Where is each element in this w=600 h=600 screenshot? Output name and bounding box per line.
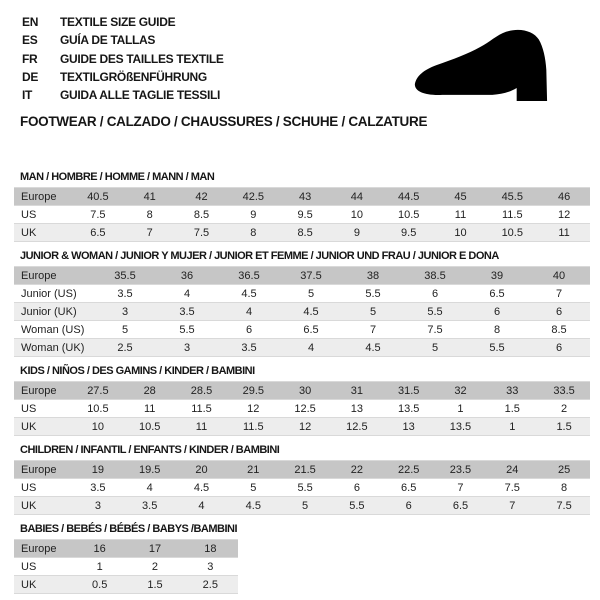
size-cell: 21 xyxy=(247,463,260,476)
table-babies xyxy=(14,539,238,594)
table-row-europe xyxy=(14,461,590,479)
size-cell: 40.5 xyxy=(87,190,109,203)
size-cell: 10 xyxy=(91,420,105,433)
size-cell: 5.5 xyxy=(489,341,505,354)
table-row-us xyxy=(14,479,590,497)
size-cell: 6.5 xyxy=(90,226,106,239)
size-cell: 8 xyxy=(493,323,501,336)
size-cell: 13.5 xyxy=(397,402,420,415)
size-cell: 24 xyxy=(506,463,519,476)
size-cell: 5.5 xyxy=(349,499,365,512)
size-cell: 7 xyxy=(457,481,464,494)
size-cell: 3 xyxy=(207,560,214,573)
size-cell: 1 xyxy=(509,420,516,433)
size-cell: 6 xyxy=(405,499,412,512)
size-cell: 36 xyxy=(180,269,194,282)
size-cell: 8 xyxy=(561,481,568,494)
language-code: FR xyxy=(22,51,38,66)
size-cell: 5 xyxy=(307,287,315,300)
size-cell: 10.5 xyxy=(501,226,523,239)
size-cell: 9.5 xyxy=(401,226,417,239)
size-cell: 3 xyxy=(94,499,101,512)
size-cell: 6.5 xyxy=(401,481,417,494)
size-cell: 0.5 xyxy=(92,578,108,591)
size-cell: 4.5 xyxy=(365,341,381,354)
size-cell: 28.5 xyxy=(190,384,213,397)
section-title-kids: KIDS / NIÑOS / DES GAMINS / KINDER / BAMBINI xyxy=(20,365,255,378)
size-cell: 12 xyxy=(247,402,260,415)
size-cell: 10.5 xyxy=(397,208,420,221)
size-cell: 11.5 xyxy=(242,420,264,433)
size-cell: 31.5 xyxy=(397,384,420,397)
section-title-man: MAN / HOMBRE / HOMME / MANN / MAN xyxy=(20,171,215,184)
size-cell: 6.5 xyxy=(303,323,319,336)
size-cell: 4.5 xyxy=(241,287,257,300)
size-cell: 2 xyxy=(151,560,159,573)
size-cell: 29.5 xyxy=(242,384,264,397)
size-cell: 10.5 xyxy=(87,402,109,415)
dress-shoe-icon xyxy=(393,28,575,104)
table-row-us xyxy=(14,558,238,576)
table-row-uk xyxy=(14,418,590,436)
row-label: UK xyxy=(21,499,37,512)
language-label: GUÍA DE TALLAS xyxy=(60,33,156,48)
row-label: US xyxy=(21,560,37,573)
size-cell: 5 xyxy=(369,305,377,318)
size-cell: 22 xyxy=(350,463,363,476)
language-label: TEXTILGRÖßENFÜHRUNG xyxy=(60,69,207,84)
size-cell: 5.5 xyxy=(427,305,443,318)
size-cell: 10 xyxy=(454,226,467,239)
size-cell: 7 xyxy=(555,287,563,300)
table-row-junior-uk xyxy=(14,303,590,321)
table-row-europe xyxy=(14,267,590,285)
size-cell: 5 xyxy=(250,481,257,494)
size-cell: 23.5 xyxy=(449,463,472,476)
size-cell: 6 xyxy=(555,305,563,318)
table-row-europe xyxy=(14,382,590,400)
size-cell: 13 xyxy=(350,402,363,415)
size-cell: 45.5 xyxy=(501,190,523,203)
size-cell: 8 xyxy=(146,208,153,221)
table-row-us xyxy=(14,400,590,418)
size-cell: 6 xyxy=(431,287,439,300)
language-label: GUIDE DES TAILLES TEXTILE xyxy=(60,51,224,66)
table-row-woman-uk xyxy=(14,339,590,357)
size-cell: 38.5 xyxy=(424,269,446,282)
size-cell: 19 xyxy=(91,463,105,476)
size-cell: 30 xyxy=(298,384,312,397)
size-cell: 7.5 xyxy=(556,499,572,512)
size-cell: 3 xyxy=(121,305,129,318)
section-kids xyxy=(14,365,590,436)
size-cell: 44 xyxy=(350,190,363,203)
size-cell: 33.5 xyxy=(553,384,575,397)
size-cell: 20 xyxy=(195,463,208,476)
size-cell: 8 xyxy=(250,226,257,239)
table-row-junior-us xyxy=(14,285,590,303)
size-cell: 42.5 xyxy=(242,190,264,203)
size-cell: 27.5 xyxy=(87,384,109,397)
language-code: ES xyxy=(22,33,38,48)
table-row-europe xyxy=(14,540,238,558)
size-cell: 42 xyxy=(195,190,208,203)
size-cell: 2.5 xyxy=(117,341,133,354)
size-cell: 4 xyxy=(198,499,205,512)
size-cell: 11 xyxy=(558,226,570,239)
table-junior-woman xyxy=(14,266,590,357)
size-cell: 16 xyxy=(93,542,106,555)
size-cell: 13.5 xyxy=(449,420,472,433)
size-cell: 21.5 xyxy=(294,463,316,476)
size-cell: 11.5 xyxy=(191,402,212,415)
size-cell: 5.5 xyxy=(297,481,313,494)
size-cell: 19.5 xyxy=(138,463,161,476)
row-label: Junior (US) xyxy=(21,287,77,300)
section-title-junior-woman: JUNIOR & WOMAN / JUNIOR Y MUJER / JUNIOR ET FEMME / JUNIOR UND FRAU / JUNIOR E DONA xyxy=(20,250,499,263)
table-row-uk xyxy=(14,497,590,515)
table-row-uk xyxy=(14,576,238,594)
size-cell: 1.5 xyxy=(556,420,572,433)
size-cell: 11 xyxy=(143,402,156,415)
size-cell: 1.5 xyxy=(504,402,520,415)
row-label: Europe xyxy=(21,269,57,282)
size-cell: 4.5 xyxy=(245,499,261,512)
size-cell: 11 xyxy=(454,208,467,221)
row-label: Europe xyxy=(21,463,57,476)
size-cell: 11.5 xyxy=(501,208,523,221)
row-label: Europe xyxy=(21,542,57,555)
size-cell: 3.5 xyxy=(179,305,195,318)
size-cell: 12.5 xyxy=(346,420,368,433)
size-cell: 45 xyxy=(454,190,467,203)
size-cell: 32 xyxy=(454,384,467,397)
size-cell: 33 xyxy=(506,384,519,397)
language-label: TEXTILE SIZE GUIDE xyxy=(60,15,176,29)
size-cell: 7 xyxy=(509,499,516,512)
size-cell: 44.5 xyxy=(397,190,420,203)
section-title-children: CHILDREN / INFANTIL / ENFANTS / KINDER / BAMBINI xyxy=(20,444,280,457)
size-cell: 22.5 xyxy=(397,463,420,476)
size-cell: 1.5 xyxy=(147,578,163,591)
table-row-us xyxy=(14,206,590,224)
size-cell: 4 xyxy=(146,481,153,494)
section-babies xyxy=(14,523,590,594)
language-label: GUIDA ALLE TAGLIE TESSILI xyxy=(60,88,221,103)
size-cell: 28 xyxy=(143,384,156,397)
size-cell: 9 xyxy=(250,208,257,221)
language-code: DE xyxy=(22,69,39,84)
size-cell: 2.5 xyxy=(202,578,218,591)
size-cell: 3.5 xyxy=(142,499,158,512)
size-cell: 38 xyxy=(366,269,380,282)
size-cell: 8.5 xyxy=(297,226,313,239)
size-cell: 1 xyxy=(457,402,464,415)
section-junior-woman xyxy=(14,250,590,357)
size-cell: 6 xyxy=(353,481,360,494)
row-label: Europe xyxy=(21,190,57,203)
size-cell: 43 xyxy=(298,190,312,203)
section-children xyxy=(14,444,590,515)
size-cell: 7.5 xyxy=(427,323,443,336)
size-cell: 10.5 xyxy=(138,420,161,433)
size-cell: 5 xyxy=(121,323,129,336)
row-label: Woman (US) xyxy=(21,323,85,336)
size-cell: 36.5 xyxy=(238,269,260,282)
section-title-babies: BABIES / BEBÉS / BÉBÉS / BABYS /BAMBINI xyxy=(20,523,238,536)
table-row-uk xyxy=(14,224,590,242)
row-label: UK xyxy=(21,578,37,591)
size-cell: 13 xyxy=(402,420,415,433)
size-cell: 6.5 xyxy=(489,287,505,300)
size-cell: 5 xyxy=(431,341,439,354)
language-code: IT xyxy=(22,88,33,103)
section-man xyxy=(14,171,590,242)
size-cell: 7 xyxy=(369,323,377,336)
row-label: Junior (UK) xyxy=(21,305,77,318)
size-cell: 7 xyxy=(146,226,153,239)
size-cell: 1 xyxy=(96,560,103,573)
size-tables xyxy=(14,171,590,594)
row-label: Europe xyxy=(21,384,57,397)
size-cell: 2 xyxy=(561,402,568,415)
size-cell: 4.5 xyxy=(193,481,210,494)
row-label: US xyxy=(21,481,37,494)
table-row-europe xyxy=(14,188,590,206)
size-cell: 3 xyxy=(183,341,191,354)
size-cell: 7.5 xyxy=(193,226,210,239)
size-cell: 5.5 xyxy=(365,287,381,300)
size-cell: 6 xyxy=(245,323,253,336)
row-label: US xyxy=(21,402,37,415)
size-cell: 8.5 xyxy=(193,208,210,221)
size-cell: 37.5 xyxy=(300,269,322,282)
size-cell: 3.5 xyxy=(241,341,257,354)
size-cell: 5 xyxy=(302,499,309,512)
size-cell: 4.5 xyxy=(303,305,319,318)
category-title: FOOTWEAR / CALZADO / CHAUSSURES / SCHUHE / CALZATURE xyxy=(20,114,428,130)
size-cell: 6 xyxy=(493,305,501,318)
size-cell: 5.5 xyxy=(179,323,195,336)
row-label: Woman (UK) xyxy=(21,341,85,354)
size-cell: 4 xyxy=(307,341,315,354)
row-label: UK xyxy=(21,226,37,239)
size-cell: 25 xyxy=(557,463,571,476)
size-cell: 11 xyxy=(195,420,208,433)
table-row-woman-us xyxy=(14,321,590,339)
size-cell: 12 xyxy=(298,420,312,433)
size-cell: 31 xyxy=(350,384,363,397)
row-label: UK xyxy=(21,420,37,433)
size-cell: 6 xyxy=(555,341,563,354)
row-label: US xyxy=(21,208,37,221)
table-man xyxy=(14,187,590,242)
language-code: EN xyxy=(22,15,39,29)
size-cell: 35.5 xyxy=(114,269,136,282)
size-cell: 9.5 xyxy=(297,208,313,221)
size-cell: 7.5 xyxy=(90,208,106,221)
size-cell: 17 xyxy=(148,542,162,555)
size-cell: 8.5 xyxy=(551,323,567,336)
size-cell: 3.5 xyxy=(117,287,133,300)
size-cell: 41 xyxy=(143,190,156,203)
size-cell: 9 xyxy=(353,226,360,239)
size-cell: 4 xyxy=(183,287,191,300)
size-cell: 40 xyxy=(552,269,566,282)
size-cell: 6.5 xyxy=(452,499,469,512)
size-cell: 3.5 xyxy=(90,481,106,494)
size-cell: 46 xyxy=(557,190,571,203)
size-cell: 39 xyxy=(490,269,504,282)
size-cell: 18 xyxy=(204,542,217,555)
table-kids xyxy=(14,381,590,436)
size-cell: 4 xyxy=(245,305,253,318)
size-cell: 7.5 xyxy=(504,481,520,494)
table-children xyxy=(14,460,590,515)
size-cell: 10 xyxy=(350,208,363,221)
size-cell: 12 xyxy=(557,208,571,221)
size-cell: 12.5 xyxy=(294,402,316,415)
